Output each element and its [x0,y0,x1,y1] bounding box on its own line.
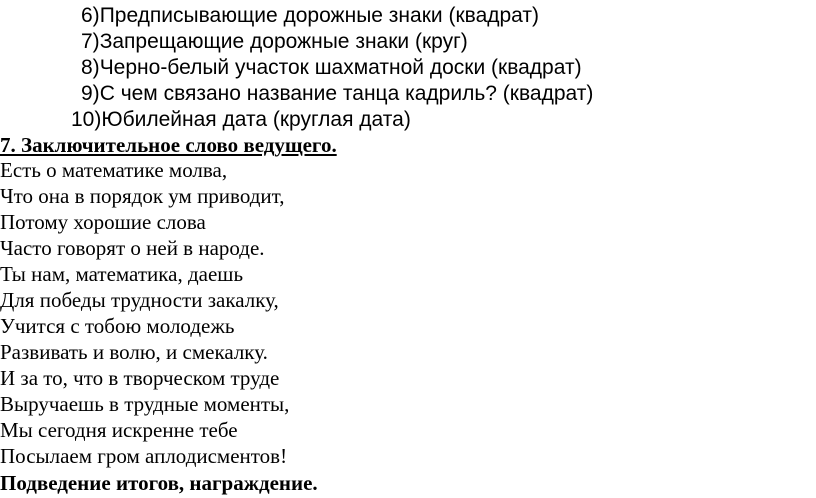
poem-line-12: Посылаем гром аплодисментов! [0,444,288,468]
poem-line-2: Что она в порядок ум приводит, [0,184,285,208]
list-item-7 [81,30,468,54]
poem-line-1: Есть о математике молва, [0,158,228,182]
list-number: 7) [81,30,100,53]
list-item-9 [81,82,593,106]
list-number: 6) [81,4,100,27]
list-text: Запрещающие дорожные знаки (круг) [99,30,468,53]
poem-line-7: Учится с тобою молодежь [0,314,235,338]
list-number: 8) [81,56,100,79]
list-text: Черно-белый участок шахматной доски (квадрат) [99,56,582,79]
list-number: 10) [71,108,102,131]
list-number: 9) [81,82,100,105]
poem-line-3: Потому хорошие слова [0,210,206,234]
poem-line-6: Для победы трудности закалку, [0,288,279,312]
section-heading: 7. Заключительное слово ведущего. [0,133,337,157]
closing-heading: Подведение итогов, награждение. [0,471,318,495]
list-item-10 [71,108,411,132]
list-text: Предписывающие дорожные знаки (квадрат) [99,4,540,27]
poem-line-11: Мы сегодня искренне тебе [0,418,238,442]
list-item-6 [81,4,539,28]
poem-line-9: И за то, что в творческом труде [0,366,280,390]
poem-line-10: Выручаешь в трудные моменты, [0,392,290,416]
list-text: С чем связано название танца кадриль? (квадрат) [99,82,594,105]
list-text: Юбилейная дата (круглая дата) [101,108,411,131]
poem-line-8: Развивать и волю, и смекалку. [0,340,268,364]
list-item-8 [81,56,582,80]
poem-line-5: Ты нам, математика, даешь [0,262,244,286]
poem-line-4: Часто говорят о ней в народе. [0,236,265,260]
